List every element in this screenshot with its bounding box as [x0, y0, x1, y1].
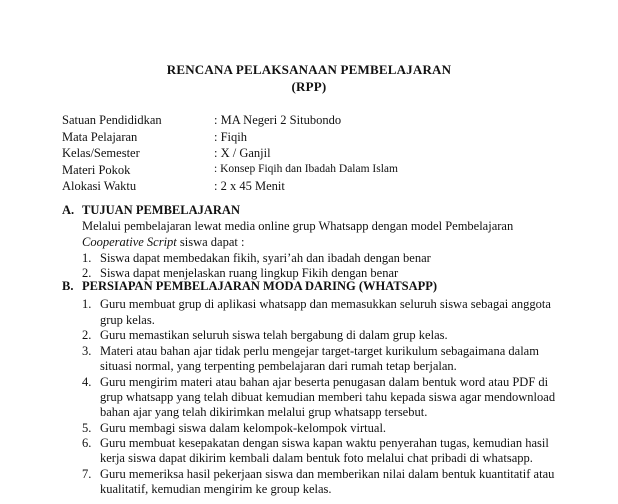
info-label: Satuan Pendididkan	[62, 113, 162, 127]
info-value: : Fiqih	[214, 129, 247, 144]
list-number: 7.	[82, 467, 92, 481]
list-number: 3.	[82, 344, 92, 358]
list-number: 6.	[82, 436, 92, 450]
list-item-line: Guru membagi siswa dalam kelompok-kelompok virtual.	[100, 421, 387, 435]
list-item-line: grup whatsapp yang telah dibuat kemudian memberi tahu kepada siswa agar mendownload	[100, 390, 556, 404]
list-item-line: Guru mengirim materi atau bahan ajar beserta penugasan dalam bentuk word atau PDF di	[100, 375, 549, 389]
info-label: Alokasi Waktu	[62, 179, 137, 193]
list-item-line: Guru membuat kesepakatan dengan siswa kapan waktu penyerahan tugas, kemudian hasil	[100, 436, 549, 450]
list-item-line: grup kelas.	[100, 313, 155, 327]
list-item-line: Guru membuat grup di aplikasi whatsapp dan memasukkan seluruh siswa sebagai anggota	[100, 297, 551, 311]
list-item-line: Materi atau bahan ajar tidak perlu mengejar target-target kurikulum sebagaimana dalam	[100, 344, 539, 358]
info-value: : X / Ganjil	[214, 146, 271, 160]
info-label: Kelas/Semester	[62, 146, 140, 160]
list-item-line: bahan ajar yang telah dikirimkan melalui grup whatsapp tersebut.	[100, 405, 428, 419]
document-subtitle: (RPP)	[291, 79, 327, 94]
info-label: Mata Pelajaran	[62, 129, 138, 144]
list-item-line: kualitatif, kemudian mengirim ke group kelas.	[100, 482, 332, 496]
info-value: : 2 x 45 Menit	[214, 179, 285, 193]
intro-rest: siswa dapat :	[176, 235, 245, 249]
model-name: Cooperative Script	[82, 235, 177, 249]
section-b-heading: PERSIAPAN PEMBELAJARAN MODA DARING (WHATSAPP)	[82, 279, 438, 293]
list-item: Siswa dapat menjelaskan ruang lingkup Fikih dengan benar	[100, 266, 399, 280]
info-value: : MA Negeri 2 Situbondo	[214, 113, 342, 127]
list-number: 5.	[82, 421, 92, 435]
list-number: 1.	[82, 251, 92, 265]
section-a-intro-line1: Melalui pembelajaran lewat media online grup Whatsapp dengan model Pembelajaran	[82, 219, 514, 233]
document-title: RENCANA PELAKSANAAN PEMBELAJARAN	[166, 62, 452, 77]
list-number: 4.	[82, 375, 92, 389]
list-item-line: kerja siswa dapat dikirim kembali dalam bentuk foto melalui chat pribadi di whatsapp.	[100, 451, 533, 465]
section-a-intro-line2	[82, 235, 244, 250]
list-number: 2.	[82, 328, 92, 342]
list-number: 1.	[82, 297, 92, 311]
list-item-line: Guru memeriksa hasil pekerjaan siswa dan memberikan nilai dalam bentuk kuantitatif atau	[100, 467, 555, 481]
info-label: Materi Pokok	[62, 162, 131, 177]
section-a-marker: A.	[62, 203, 75, 217]
list-item-line: situasi normal, yang terpenting pembelajaran dari rumah tetap berjalan.	[100, 359, 457, 373]
list-item: Siswa dapat membedakan fikih, syari’ah dan ibadah dengan benar	[100, 251, 431, 265]
section-b-marker: B.	[62, 279, 74, 293]
section-a-heading: TUJUAN PEMBELAJARAN	[82, 203, 240, 217]
list-number: 2.	[82, 266, 92, 280]
list-item-line: Guru memastikan seluruh siswa telah bergabung di dalam grup kelas.	[100, 328, 448, 342]
info-value: : Konsep Fiqih dan Ibadah Dalam Islam	[214, 162, 398, 175]
